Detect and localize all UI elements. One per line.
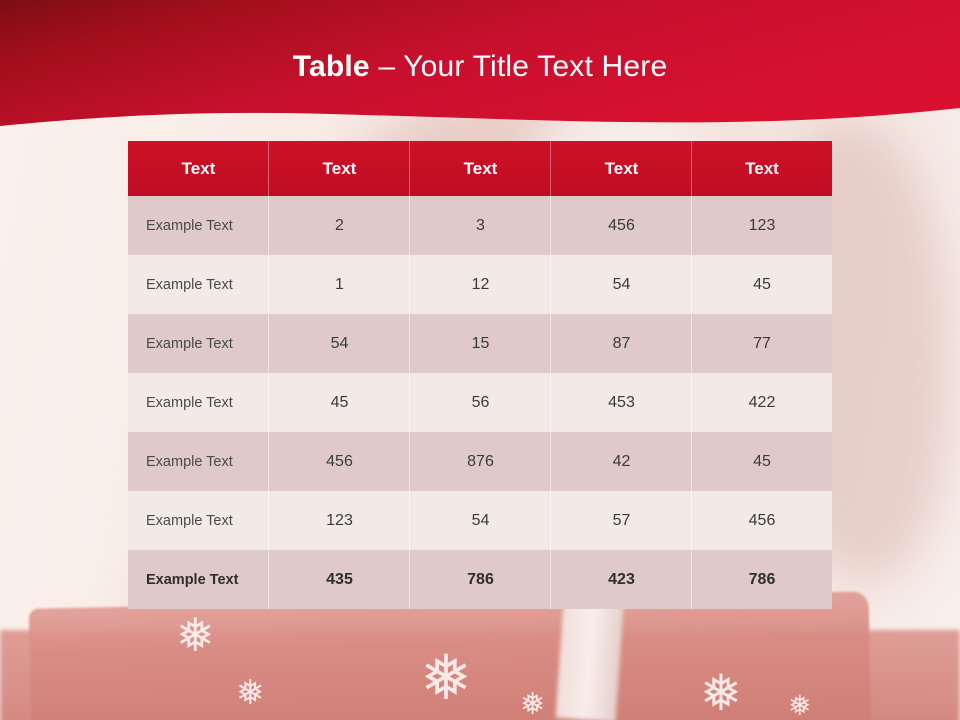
cell-value: 2: [269, 196, 410, 255]
table-row[interactable]: [128, 314, 832, 373]
cell-value: 57: [551, 491, 692, 550]
cell-value: 876: [410, 432, 551, 491]
table-row[interactable]: [128, 255, 832, 314]
snowflake-icon: ❅: [176, 609, 215, 661]
snowflake-icon: ❅: [700, 665, 742, 720]
cell-value: 456: [269, 432, 410, 491]
cell-value: 423: [551, 550, 692, 609]
cell-value: 456: [551, 196, 692, 255]
table-row[interactable]: [128, 491, 832, 550]
row-label: Example Text: [128, 491, 269, 550]
cell-value: 12: [410, 255, 551, 314]
column-header-2[interactable]: Text: [410, 141, 551, 196]
row-label: Example Text: [128, 314, 269, 373]
column-header-0[interactable]: Text: [128, 141, 269, 196]
cell-value: 3: [410, 196, 551, 255]
snowflake-icon: ❅: [420, 644, 472, 713]
column-header-4[interactable]: Text: [692, 141, 832, 196]
cell-value: 54: [551, 255, 692, 314]
column-header-1[interactable]: Text: [269, 141, 410, 196]
page-title-light: Your Title Text Here: [403, 50, 668, 83]
cell-value: 42: [551, 432, 692, 491]
row-label: Example Text: [128, 196, 269, 255]
cell-value: 56: [410, 373, 551, 432]
table-row-total[interactable]: [128, 550, 832, 609]
data-table-container: [128, 141, 832, 609]
cell-value: 15: [410, 314, 551, 373]
cell-value: 1: [269, 255, 410, 314]
cell-value: 87: [551, 314, 692, 373]
snowflake-icon: ❅: [788, 690, 812, 720]
cell-value: 45: [692, 255, 832, 314]
cell-value: 435: [269, 550, 410, 609]
cell-value: 77: [692, 314, 832, 373]
data-table: [128, 141, 832, 609]
cell-value: 54: [410, 491, 551, 550]
table-row[interactable]: [128, 432, 832, 491]
page-title: [0, 50, 960, 84]
cell-value: 453: [551, 373, 692, 432]
row-label: Example Text: [128, 550, 269, 609]
cell-value: 786: [410, 550, 551, 609]
table-header-row: [128, 141, 832, 196]
cell-value: 54: [269, 314, 410, 373]
cell-value: 123: [269, 491, 410, 550]
snowflake-icon: ❅: [236, 674, 265, 712]
row-label: Example Text: [128, 373, 269, 432]
page-title-separator: –: [369, 50, 404, 83]
cell-value: 422: [692, 373, 832, 432]
table-header: [128, 141, 832, 196]
table-row[interactable]: [128, 196, 832, 255]
cell-value: 456: [692, 491, 832, 550]
cell-value: 45: [692, 432, 832, 491]
page-title-bold: Table: [292, 50, 370, 83]
snowflake-icon: ❅: [520, 688, 546, 720]
row-label: Example Text: [128, 432, 269, 491]
table-row[interactable]: [128, 373, 832, 432]
row-label: Example Text: [128, 255, 269, 314]
cell-value: 123: [692, 196, 832, 255]
table-body: [128, 196, 832, 609]
cell-value: 786: [692, 550, 832, 609]
column-header-3[interactable]: Text: [551, 141, 692, 196]
cell-value: 45: [269, 373, 410, 432]
